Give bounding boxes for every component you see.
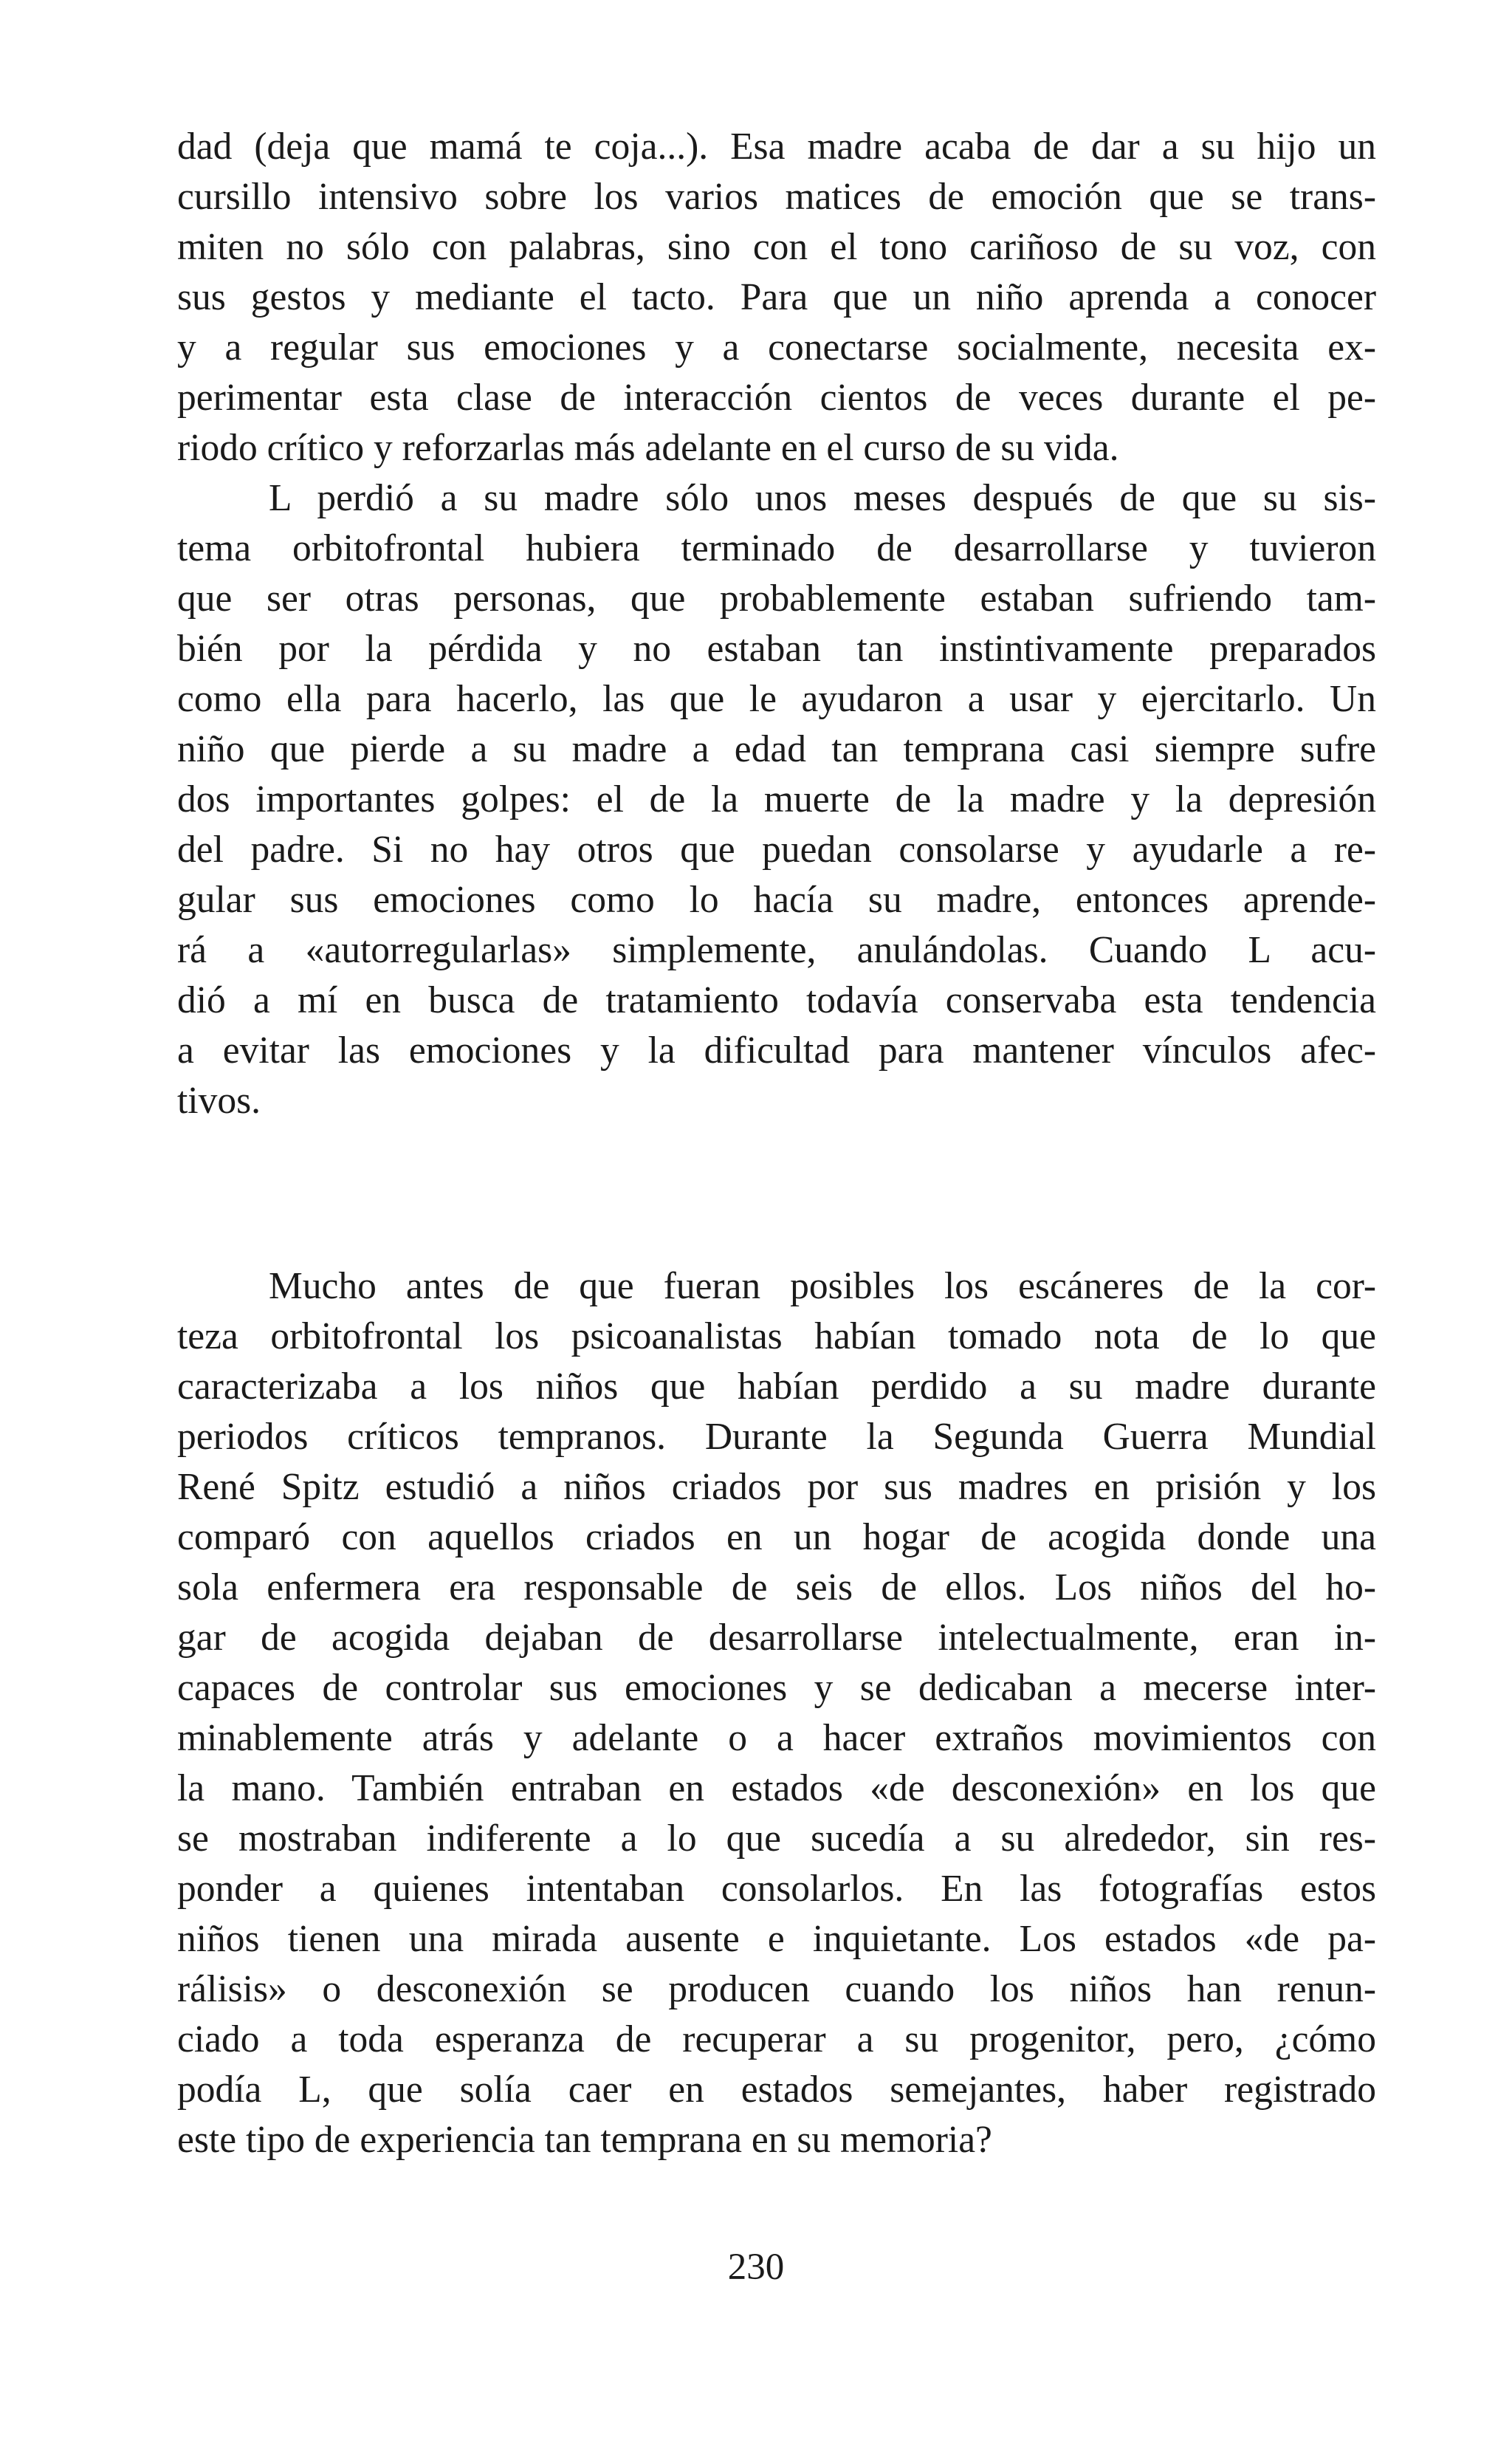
text-line: a evitar las emociones y la dificultad para mantener vínculos afec-: [177, 1029, 1376, 1072]
text-line: dió a mí en busca de tratamiento todavía conservaba esta tendencia: [177, 979, 1376, 1021]
text-line: sus gestos y mediante el tacto. Para que un niño aprenda a conocer: [177, 276, 1376, 318]
text-line: ciado a toda esperanza de recuperar a su progenitor, pero, ¿cómo: [177, 2018, 1376, 2060]
text-line: gular sus emociones como lo hacía su madre, entonces aprende-: [177, 879, 1376, 921]
text-line: la mano. También entraban en estados «de desconexión» en los que: [177, 1767, 1376, 1809]
text-line: teza orbitofrontal los psicoanalistas habían tomado nota de lo que: [177, 1315, 1376, 1357]
text-line: niños tienen una mirada ausente e inquietante. Los estados «de pa-: [177, 1918, 1376, 1960]
text-line: dos importantes golpes: el de la muerte de la madre y la depresión: [177, 778, 1376, 820]
text-line: sola enfermera era responsable de seis de ellos. Los niños del ho-: [177, 1566, 1376, 1608]
upper-text-block: [177, 122, 1376, 1126]
text-line: miten no sólo con palabras, sino con el tono cariñoso de su voz, con: [177, 226, 1376, 268]
text-line: tema orbitofrontal hubiera terminado de desarrollarse y tuvieron: [177, 527, 1376, 569]
text-line: este tipo de experiencia tan temprana en su memoria?: [177, 2119, 992, 2161]
text-line: riodo crítico y reforzarlas más adelante en el curso de su vida.: [177, 427, 1119, 469]
paragraph-spitz-study: [177, 1261, 1376, 2165]
text-line: rá a «autorregularlas» simplemente, anulándolas. Cuando L acu-: [177, 929, 1376, 971]
text-line: dad (deja que mamá te coja...). Esa madre acaba de dar a su hijo un: [177, 126, 1376, 168]
paragraph-l-loss: [177, 473, 1376, 1126]
text-line: cursillo intensivo sobre los varios matices de emoción que se trans-: [177, 176, 1376, 218]
text-line: René Spitz estudió a niños criados por sus madres en prisión y los: [177, 1466, 1376, 1508]
text-line: Mucho antes de que fueran posibles los escáneres de la cor-: [269, 1265, 1376, 1307]
text-line: tivos.: [177, 1080, 261, 1122]
text-line: gar de acogida dejaban de desarrollarse intelectualmente, eran in-: [177, 1617, 1376, 1659]
text-line: comparó con aquellos criados en un hogar de acogida donde una: [177, 1516, 1376, 1558]
text-line: L perdió a su madre sólo unos meses después de que su sis-: [269, 477, 1376, 519]
text-line: y a regular sus emociones y a conectarse socialmente, necesita ex-: [177, 326, 1376, 369]
text-line: como ella para hacerlo, las que le ayudaron a usar y ejercitarlo. Un: [177, 678, 1376, 720]
text-line: rálisis» o desconexión se producen cuando los niños han renun-: [177, 1968, 1376, 2010]
paragraph-continuation: [177, 122, 1376, 473]
text-line: se mostraban indiferente a lo que sucedía a su alrededor, sin res-: [177, 1817, 1376, 1860]
text-line: bién por la pérdida y no estaban tan instintivamente preparados: [177, 628, 1376, 670]
text-line: que ser otras personas, que probablemente estaban sufriendo tam-: [177, 578, 1376, 620]
text-line: minablemente atrás y adelante o a hacer extraños movimientos con: [177, 1717, 1376, 1759]
text-line: perimentar esta clase de interacción cientos de veces durante el pe-: [177, 377, 1376, 419]
page-number: 230: [727, 2247, 785, 2288]
text-line: del padre. Si no hay otros que puedan consolarse y ayudarle a re-: [177, 829, 1376, 871]
text-line: ponder a quienes intentaban consolarlos. En las fotografías estos: [177, 1868, 1376, 1910]
text-line: podía L, que solía caer en estados semejantes, haber registrado: [177, 2069, 1376, 2111]
text-line: niño que pierde a su madre a edad tan temprana casi siempre sufre: [177, 728, 1376, 770]
lower-text-block: [177, 1261, 1376, 2165]
text-line: periodos críticos tempranos. Durante la Segunda Guerra Mundial: [177, 1416, 1376, 1458]
text-line: capaces de controlar sus emociones y se dedicaban a mecerse inter-: [177, 1667, 1376, 1709]
text-line: caracterizaba a los niños que habían perdido a su madre durante: [177, 1365, 1376, 1408]
